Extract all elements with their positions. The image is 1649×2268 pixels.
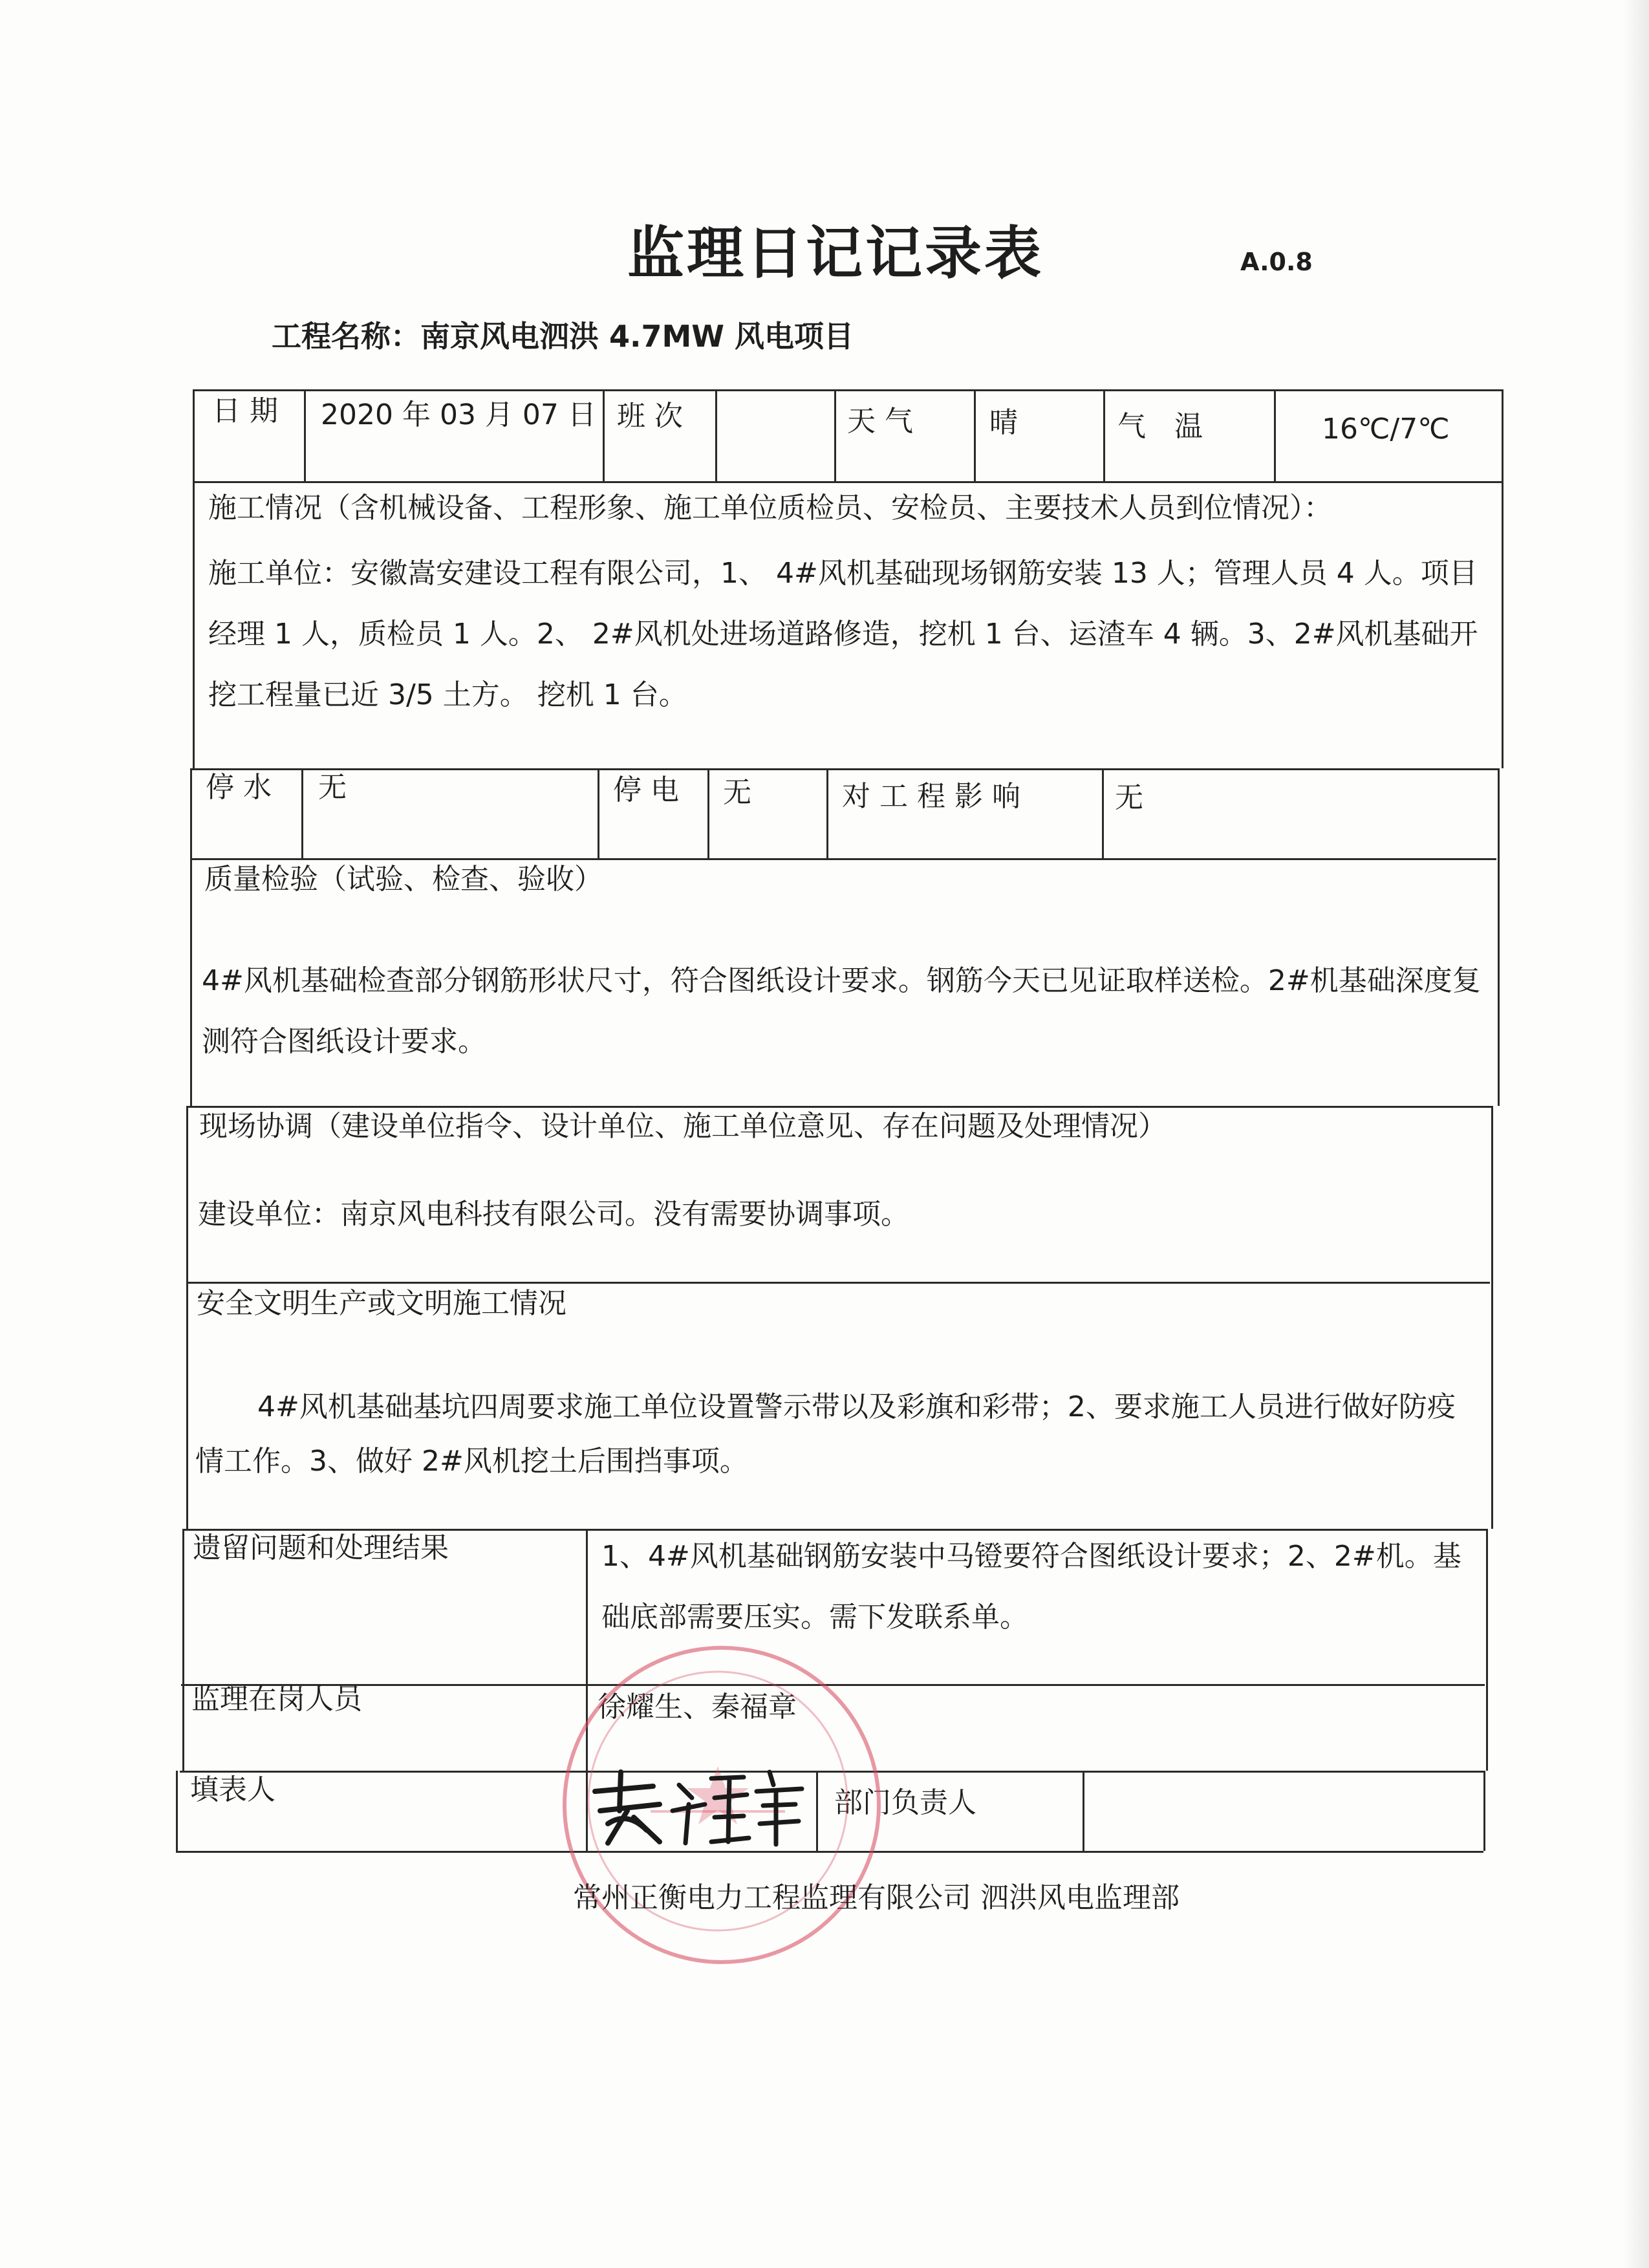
quality-heading: 质量检验（试验、检查、验收） xyxy=(204,863,603,896)
weather-label: 天 气 xyxy=(847,405,913,438)
impact-label: 对 工 程 影 响 xyxy=(842,780,1020,813)
safety-heading: 安全文明生产或文明施工情况 xyxy=(197,1287,566,1320)
scan-edge-shadow xyxy=(1623,0,1649,2268)
date-value: 2020 年 03 月 07 日 xyxy=(321,398,596,431)
form-title: 监理日记记录表 xyxy=(627,220,1044,286)
shift-label: 班 次 xyxy=(617,400,683,433)
dept-head-label: 部门负责人 xyxy=(834,1786,976,1819)
filler-label: 填表人 xyxy=(190,1773,275,1806)
issues-label: 遗留问题和处理结果 xyxy=(193,1531,449,1564)
quality-text: 4#风机基础检查部分钢筋形状尺寸，符合图纸设计要求。钢筋今天已见证取样送检。2#机基础深度复测符合图纸设计要求。 xyxy=(202,964,1481,1058)
temperature-value: 16℃/7℃ xyxy=(1322,413,1450,446)
water-outage-label: 停 水 xyxy=(206,771,272,804)
water-outage-value: 无 xyxy=(318,771,347,804)
impact-value: 无 xyxy=(1115,781,1143,814)
project-name: 工程名称：南京风电泗洪 4.7MW 风电项目 xyxy=(272,319,854,354)
weather-value: 晴 xyxy=(989,406,1018,439)
coordination-heading: 现场协调（建设单位指令、设计单位、施工单位意见、存在问题及处理情况） xyxy=(199,1110,1167,1143)
form-code: A.0.8 xyxy=(1240,248,1313,276)
coordination-text: 建设单位：南京风电科技有限公司。没有需要协调事项。 xyxy=(198,1198,909,1231)
staff-label: 监理在岗人员 xyxy=(191,1683,362,1716)
construction-heading: 施工情况（含机械设备、工程形象、施工单位质检员、安检员、主要技术人员到位情况）： xyxy=(208,491,1332,524)
safety-text: 4#风机基础基坑四周要求施工单位设置警示带以及彩旗和彩带；2、要求施工人员进行做好防疫情工作。3、做好 2#风机挖土后围挡事项。 xyxy=(195,1390,1456,1478)
footer-organization: 常州正衡电力工程监理有限公司 泗洪风电监理部 xyxy=(573,1881,1180,1914)
signature-mark xyxy=(582,1766,815,1852)
temperature-label: 气 温 xyxy=(1117,410,1203,443)
power-outage-value: 无 xyxy=(723,776,751,809)
construction-text: 施工单位：安徽嵩安建设工程有限公司，1、 4#风机基础现场钢筋安装 13 人；管理人员 4 人。项目经理 1 人，质检员 1 人。2、 2#风机处进场道路修造，挖机 1 台、运渣车 4 辆。3、2#风机基础开挖工程量已近 3/5 土方。 挖机 1 台。 xyxy=(208,557,1478,711)
issues-text: 1、4#风机基础钢筋安装中马镫要符合图纸设计要求；2、2#机。基础底部需要压实。需下发联系单。 xyxy=(601,1540,1461,1634)
staff-value: 徐耀生、秦福章 xyxy=(598,1690,797,1723)
date-label: 日 期 xyxy=(212,394,278,427)
power-outage-label: 停 电 xyxy=(613,773,679,806)
